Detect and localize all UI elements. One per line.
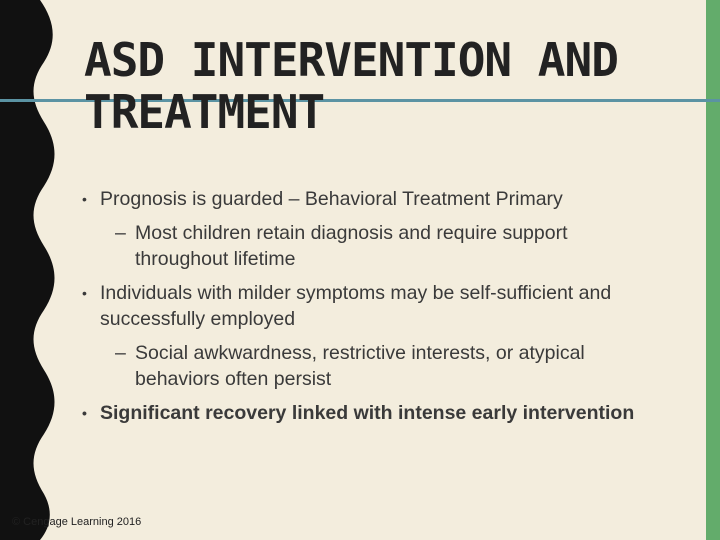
bullet-marker: •	[82, 285, 87, 301]
accent-stripe	[706, 0, 720, 540]
slide-title-line-2: TREATMENT	[84, 85, 325, 139]
bullet-text: Prognosis is guarded – Behavioral Treatment Primary	[100, 188, 563, 210]
sub-bullet-item	[80, 340, 660, 392]
bullet-text: Individuals with milder symptoms may be self-sufficient and successfully employed	[100, 282, 612, 330]
sub-bullet-text: Social awkwardness, restrictive interests, or atypical behaviors often persist	[135, 342, 585, 390]
bullet-text: Significant recovery linked with intense early intervention	[100, 402, 635, 424]
sub-bullet-text: Most children retain diagnosis and require support throughout lifetime	[135, 222, 568, 270]
slide-title	[84, 34, 618, 138]
bullet-marker: •	[82, 405, 87, 421]
bullet-item	[80, 186, 660, 212]
slide-title-line-1: ASD INTERVENTION AND	[84, 33, 618, 87]
sub-bullet-marker: –	[115, 222, 126, 244]
copyright-footer: © Cengage Learning 2016	[12, 516, 142, 528]
decorative-wavy-band	[0, 0, 60, 540]
sub-bullet-item	[80, 220, 660, 272]
bullet-item	[80, 400, 660, 426]
bullet-marker: •	[82, 191, 87, 207]
sub-bullet-marker: –	[115, 342, 126, 364]
bullet-item	[80, 280, 660, 332]
bullet-list	[80, 186, 660, 434]
